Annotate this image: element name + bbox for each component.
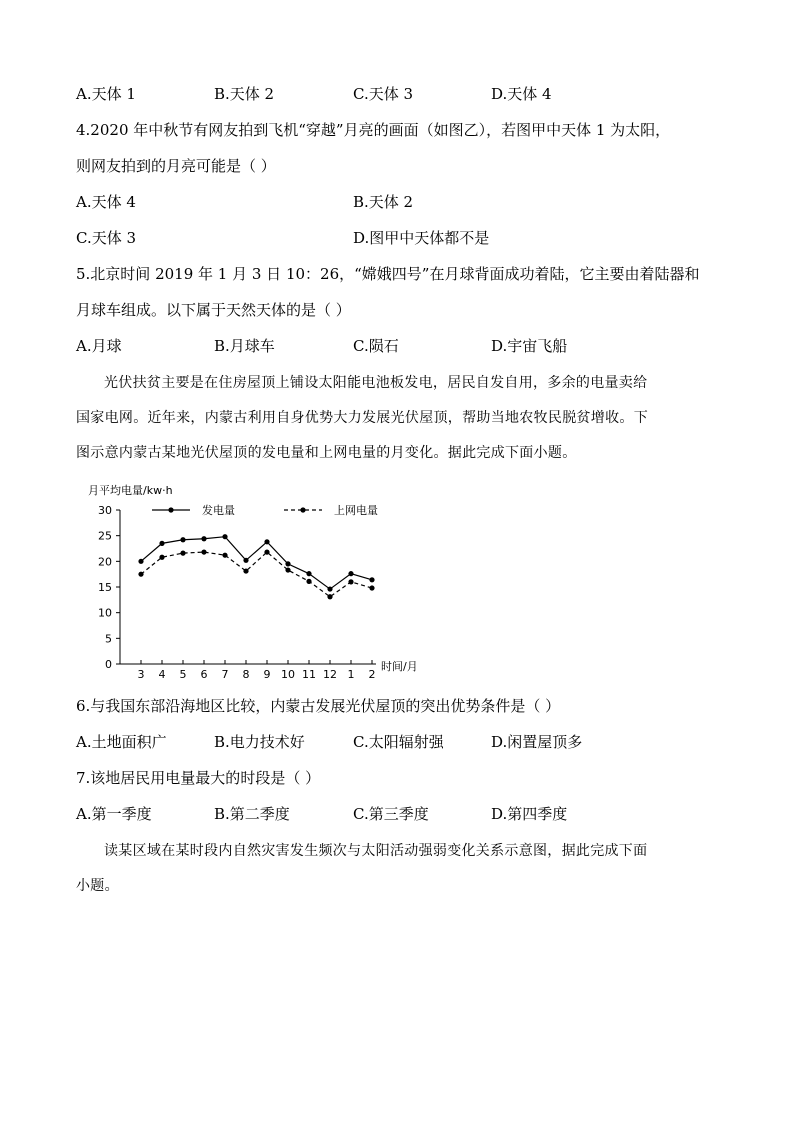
q3-option-c: C.天体 3 [353, 85, 414, 103]
series-2-point [159, 555, 164, 560]
q4-option-d: D.图甲中天体都不是 [353, 229, 490, 247]
y-tick-label: 25 [98, 529, 112, 543]
q3-option-d: D.天体 4 [491, 85, 552, 103]
y-tick-label: 10 [98, 606, 112, 620]
q3-option-b: B.天体 2 [214, 85, 275, 103]
q7-stem: 7.该地居民用电量最大的时段是（ ） [76, 769, 321, 787]
q6-option-b: B.电力技术好 [214, 733, 305, 751]
q5-option-c: C.陨石 [353, 337, 399, 355]
y-tick-label: 30 [98, 504, 112, 517]
series-1-point [285, 561, 290, 566]
q5-stem-line2: 月球车组成。以下属于天然天体的是（ ） [76, 301, 351, 319]
series-line-2 [141, 552, 372, 597]
series-1-point [306, 571, 311, 576]
x-tick-label: 12 [323, 668, 337, 678]
series-1-point [222, 534, 227, 539]
q4-option-c: C.天体 3 [76, 229, 137, 247]
series-2-point [306, 579, 311, 584]
series-2-point [180, 551, 185, 556]
series-1-point [243, 558, 248, 563]
q5-option-d: D.宇宙飞船 [491, 337, 568, 355]
x-tick-label: 10 [281, 668, 295, 678]
q6-option-d: D.闲置屋顶多 [491, 733, 583, 751]
q6-stem: 6.与我国东部沿海地区比较，内蒙古发展光伏屋顶的突出优势条件是（ ） [76, 697, 561, 715]
passage2-line1: 读某区域在某时段内自然灾害发生频次与太阳活动强弱变化关系示意图，据此完成下面 [104, 843, 648, 859]
x-tick-label: 11 [302, 668, 316, 678]
x-tick-label: 1 [347, 668, 355, 678]
legend-label-2: 上网电量 [334, 504, 378, 517]
series-2-point [243, 568, 248, 573]
y-tick-label: 5 [105, 632, 112, 646]
x-tick-label: 9 [263, 668, 271, 678]
chart-ylabel: 月平均电量/kw·h [88, 484, 173, 497]
series-1-point [201, 536, 206, 541]
passage1-line2: 国家电网。近年来，内蒙古利用自身优势大力发展光伏屋顶，帮助当地农牧民脱贫增收。下 [76, 410, 648, 426]
series-2-point [327, 594, 332, 599]
q4-stem-line1: 4.2020 年中秋节有网友拍到飞机“穿越”月亮的画面（如图乙），若图甲中天体 1 为太阳， [76, 121, 671, 139]
series-1-point [348, 571, 353, 576]
q6-option-c: C.太阳辐射强 [353, 733, 444, 751]
q7-option-a: A.第一季度 [76, 805, 152, 823]
series-1-point [138, 559, 143, 564]
series-2-point [201, 549, 206, 554]
x-tick-label: 5 [179, 668, 187, 678]
y-tick-label: 15 [98, 581, 112, 594]
series-1-point [180, 537, 185, 542]
y-tick-label: 20 [98, 555, 112, 569]
series-2-point [285, 567, 290, 572]
q5-option-a: A.月球 [76, 337, 122, 355]
x-tick-label: 6 [200, 668, 208, 678]
legend-marker-2 [300, 507, 305, 512]
passage1-line1: 光伏扶贫主要是在住房屋顶上铺设太阳能电池板发电，居民自发自用，多余的电量卖给 [104, 375, 648, 391]
q6-option-a: A.土地面积广 [76, 733, 167, 751]
q4-stem-line2: 则网友拍到的月亮可能是（ ） [76, 157, 276, 175]
x-tick-label: 7 [221, 668, 229, 678]
chart-xlabel: 时间/月 [381, 660, 418, 673]
q5-stem-line1: 5.北京时间 2019 年 1 月 3 日 10：26，“嫦娥四号”在月球背面成功着陆，它主要由着陆器和 [76, 265, 700, 283]
q5-option-b: B.月球车 [214, 337, 275, 355]
series-2-point [369, 585, 374, 590]
x-tick-label: 8 [242, 668, 250, 678]
x-tick-label: 2 [368, 668, 376, 678]
series-2-point [264, 549, 269, 554]
series-2-point [138, 572, 143, 577]
q4-option-b: B.天体 2 [353, 193, 414, 211]
q4-option-a: A.天体 4 [76, 193, 136, 211]
q7-option-c: C.第三季度 [353, 805, 429, 823]
series-1-point [159, 541, 164, 546]
x-tick-label: 3 [137, 668, 145, 678]
series-1-point [327, 586, 332, 591]
electricity-line-chart [70, 478, 440, 678]
series-line-1 [141, 537, 372, 589]
legend-label-1: 发电量 [202, 504, 235, 517]
legend-marker-1 [168, 507, 173, 512]
q7-option-b: B.第二季度 [214, 805, 290, 823]
y-tick-label: 0 [105, 658, 112, 671]
series-1-point [264, 539, 269, 544]
x-tick-label: 4 [158, 668, 166, 678]
series-2-point [222, 553, 227, 558]
passage2-line2: 小题。 [76, 878, 119, 894]
q3-option-a: A.天体 1 [76, 85, 136, 103]
q7-option-d: D.第四季度 [491, 805, 568, 823]
series-2-point [348, 579, 353, 584]
series-1-point [369, 577, 374, 582]
passage1-line3: 图示意内蒙古某地光伏屋顶的发电量和上网电量的月变化。据此完成下面小题。 [76, 445, 577, 461]
